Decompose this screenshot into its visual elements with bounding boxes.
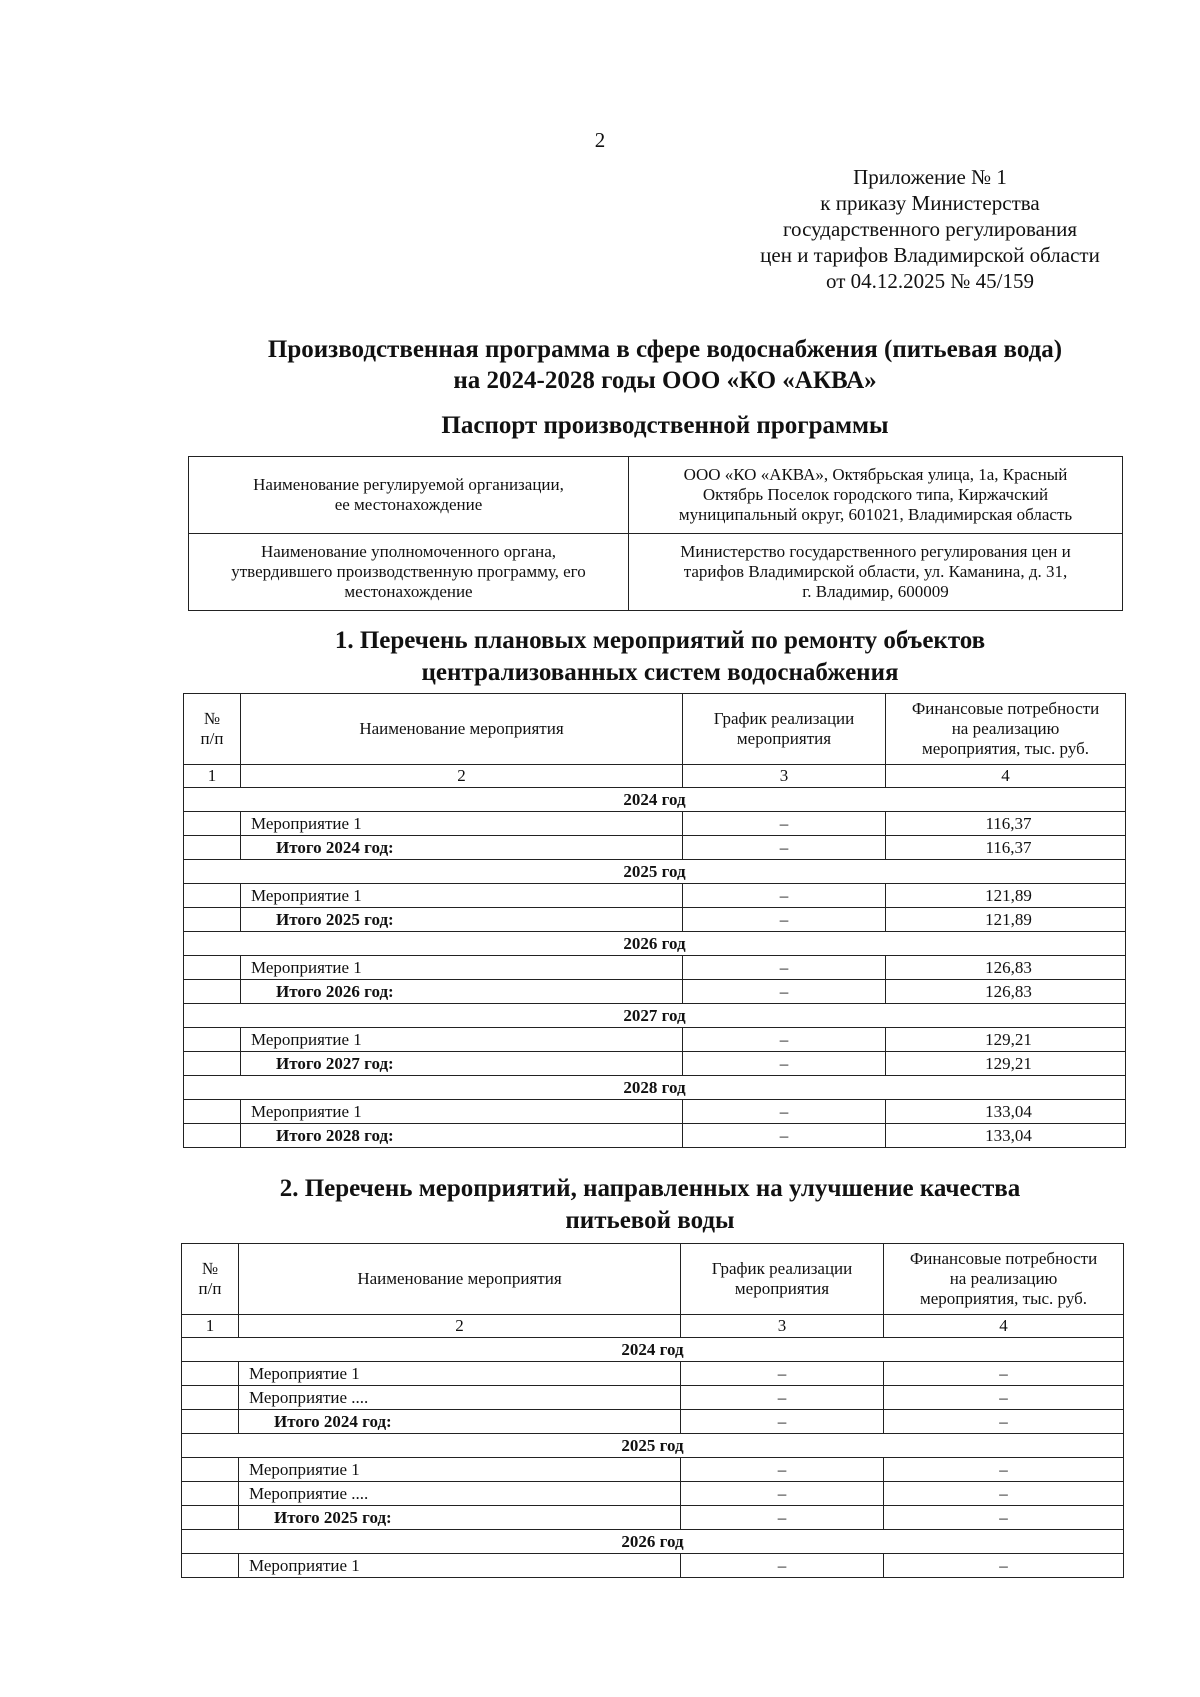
passport-value-line: ООО «КО «АКВА», Октябрьская улица, 1а, Красный <box>683 465 1068 484</box>
total-label: Итого 2026 год: <box>241 980 683 1004</box>
activity-cost: 121,89 <box>886 884 1126 908</box>
activity-name: Мероприятие 1 <box>239 1362 681 1386</box>
header-num <box>184 694 241 765</box>
column-number-row <box>182 1315 1124 1338</box>
activity-name: Мероприятие 1 <box>241 884 683 908</box>
row-num <box>184 908 241 932</box>
section1-title <box>0 625 1200 689</box>
row-num <box>184 1028 241 1052</box>
column-number: 2 <box>239 1315 681 1338</box>
appendix-line: государственного регулирования <box>782 217 1078 241</box>
year-row <box>182 1530 1124 1554</box>
activity-cost: – <box>884 1362 1124 1386</box>
header-schedule <box>681 1244 884 1315</box>
table-row <box>184 956 1126 980</box>
year-row <box>184 788 1126 812</box>
table-row <box>182 1482 1124 1506</box>
total-row <box>184 1052 1126 1076</box>
activity-schedule: – <box>683 1028 886 1052</box>
header-finance-line: мероприятия, тыс. руб. <box>919 1289 1087 1308</box>
activity-schedule: – <box>683 1100 886 1124</box>
appendix-line: от 04.12.2025 № 45/159 <box>825 269 1035 293</box>
passport-label-line: ее местонахождение <box>334 495 483 514</box>
table-row <box>182 1362 1124 1386</box>
row-num <box>184 836 241 860</box>
row-num <box>182 1554 239 1578</box>
total-label: Итого 2025 год: <box>239 1506 681 1530</box>
total-row <box>184 980 1126 1004</box>
table-row <box>182 1554 1124 1578</box>
header-finance-line: на реализацию <box>949 1269 1058 1288</box>
year-row <box>182 1338 1124 1362</box>
passport-value <box>629 534 1123 611</box>
table-row <box>184 1100 1126 1124</box>
total-row <box>182 1506 1124 1530</box>
passport-label-line: Наименование регулируемой организации, <box>253 475 564 494</box>
passport-row <box>189 457 1123 534</box>
header-finance-line: Финансовые потребности <box>909 1249 1098 1268</box>
activity-name: Мероприятие 1 <box>241 1028 683 1052</box>
activity-name: Мероприятие 1 <box>241 956 683 980</box>
appendix-header <box>700 164 1160 294</box>
total-schedule: – <box>681 1506 884 1530</box>
table-header-row <box>184 694 1126 765</box>
table-header-row <box>182 1244 1124 1315</box>
appendix-line: цен и тарифов Владимирской области <box>760 243 1100 267</box>
document-title <box>0 334 1200 396</box>
row-num <box>184 1052 241 1076</box>
passport-value <box>629 457 1123 534</box>
row-num <box>184 812 241 836</box>
passport-table <box>188 456 1123 611</box>
passport-row <box>189 534 1123 611</box>
row-num <box>184 884 241 908</box>
total-row <box>182 1410 1124 1434</box>
activity-cost: 129,21 <box>886 1028 1126 1052</box>
activity-cost: 126,83 <box>886 956 1126 980</box>
activity-name: Мероприятие 1 <box>239 1458 681 1482</box>
total-schedule: – <box>683 1052 886 1076</box>
passport-value-line: г. Владимир, 600009 <box>802 582 949 601</box>
activity-name: Мероприятие 1 <box>241 812 683 836</box>
header-schedule-line: График реализации <box>711 1259 853 1278</box>
passport-value-line: тарифов Владимирской области, ул. Каманина, д. 31, <box>683 562 1068 581</box>
appendix-line: Приложение № 1 <box>853 165 1007 189</box>
activity-schedule: – <box>681 1386 884 1410</box>
total-row <box>184 836 1126 860</box>
activity-schedule: – <box>683 812 886 836</box>
total-cost: – <box>884 1410 1124 1434</box>
total-cost: 116,37 <box>886 836 1126 860</box>
column-number: 4 <box>886 765 1126 788</box>
passport-value-line: муниципальный округ, 601021, Владимирская область <box>678 505 1073 524</box>
total-label: Итого 2027 год: <box>241 1052 683 1076</box>
table-row <box>182 1458 1124 1482</box>
activity-cost: 116,37 <box>886 812 1126 836</box>
header-schedule <box>683 694 886 765</box>
activity-name: Мероприятие .... <box>239 1386 681 1410</box>
water-quality-measures-table <box>181 1243 1124 1578</box>
total-schedule: – <box>683 980 886 1004</box>
header-schedule-line: График реализации <box>713 709 855 728</box>
appendix-line: к приказу Министерства <box>820 191 1040 215</box>
document-title-line: Производственная программа в сфере водоснабжения (питьевая вода) <box>267 336 1063 363</box>
total-schedule: – <box>683 908 886 932</box>
year-label: 2026 год <box>184 932 1126 956</box>
total-schedule: – <box>681 1410 884 1434</box>
section2-title-line: 2. Перечень мероприятий, направленных на улучшение качества <box>279 1175 1021 1202</box>
row-num <box>182 1362 239 1386</box>
total-label: Итого 2028 год: <box>241 1124 683 1148</box>
section2-title-line: питьевой воды <box>565 1207 735 1234</box>
activity-cost: 133,04 <box>886 1100 1126 1124</box>
passport-label <box>189 457 629 534</box>
passport-label <box>189 534 629 611</box>
total-cost: 126,83 <box>886 980 1126 1004</box>
row-num <box>184 1100 241 1124</box>
year-row <box>182 1434 1124 1458</box>
year-row <box>184 1004 1126 1028</box>
passport-label-line: Наименование уполномоченного органа, <box>260 542 557 561</box>
header-name: Наименование мероприятия <box>241 694 683 765</box>
column-number: 1 <box>182 1315 239 1338</box>
activity-schedule: – <box>681 1482 884 1506</box>
total-row <box>184 1124 1126 1148</box>
passport-label-line: утвердившего производственную программу, его <box>231 562 586 581</box>
passport-title: Паспорт производственной программы <box>441 412 889 439</box>
total-cost: 129,21 <box>886 1052 1126 1076</box>
passport-value-line: Министерство государственного регулирования цен и <box>680 542 1071 561</box>
section1-title-line: 1. Перечень плановых мероприятий по ремонту объектов <box>334 627 986 654</box>
total-cost: – <box>884 1506 1124 1530</box>
header-schedule-line: мероприятия <box>734 1279 830 1298</box>
row-num <box>182 1458 239 1482</box>
year-row <box>184 1076 1126 1100</box>
page-number: 2 <box>594 128 606 152</box>
header-num-line: № <box>203 709 221 728</box>
header-name: Наименование мероприятия <box>239 1244 681 1315</box>
row-num <box>184 1124 241 1148</box>
header-num <box>182 1244 239 1315</box>
passport-label-line: местонахождение <box>344 582 473 601</box>
column-number: 1 <box>184 765 241 788</box>
header-finance <box>884 1244 1124 1315</box>
passport-value-line: Октябрь Поселок городского типа, Киржачский <box>702 485 1049 504</box>
activity-schedule: – <box>681 1554 884 1578</box>
total-schedule: – <box>683 836 886 860</box>
activity-schedule: – <box>681 1362 884 1386</box>
activity-name: Мероприятие 1 <box>241 1100 683 1124</box>
header-num-line: п/п <box>200 729 224 748</box>
total-row <box>184 908 1126 932</box>
row-num <box>182 1482 239 1506</box>
activity-schedule: – <box>683 884 886 908</box>
repair-measures-table <box>183 693 1126 1148</box>
year-row <box>184 860 1126 884</box>
row-num <box>184 956 241 980</box>
table-row <box>184 884 1126 908</box>
row-num <box>182 1410 239 1434</box>
year-label: 2028 год <box>184 1076 1126 1100</box>
document-title-line: на 2024-2028 годы ООО «КО «АКВА» <box>453 367 877 394</box>
year-label: 2025 год <box>184 860 1126 884</box>
column-number: 2 <box>241 765 683 788</box>
activity-name: Мероприятие 1 <box>239 1554 681 1578</box>
activity-cost: – <box>884 1482 1124 1506</box>
total-cost: 133,04 <box>886 1124 1126 1148</box>
activity-name: Мероприятие .... <box>239 1482 681 1506</box>
row-num <box>182 1506 239 1530</box>
activity-cost: – <box>884 1458 1124 1482</box>
header-num-line: п/п <box>198 1279 222 1298</box>
activity-schedule: – <box>683 956 886 980</box>
year-label: 2026 год <box>182 1530 1124 1554</box>
total-cost: 121,89 <box>886 908 1126 932</box>
column-number: 3 <box>681 1315 884 1338</box>
row-num <box>182 1386 239 1410</box>
year-label: 2025 год <box>182 1434 1124 1458</box>
column-number: 3 <box>683 765 886 788</box>
header-schedule-line: мероприятия <box>736 729 832 748</box>
header-finance-line: Финансовые потребности <box>911 699 1100 718</box>
year-label: 2024 год <box>184 788 1126 812</box>
header-finance-line: на реализацию <box>951 719 1060 738</box>
table-row <box>184 1028 1126 1052</box>
activity-cost: – <box>884 1386 1124 1410</box>
total-label: Итого 2024 год: <box>241 836 683 860</box>
activity-cost: – <box>884 1554 1124 1578</box>
header-finance <box>886 694 1126 765</box>
section1-title-line: централизованных систем водоснабжения <box>421 659 899 686</box>
year-row <box>184 932 1126 956</box>
year-label: 2024 год <box>182 1338 1124 1362</box>
section2-title <box>0 1173 1200 1237</box>
total-schedule: – <box>683 1124 886 1148</box>
column-number: 4 <box>884 1315 1124 1338</box>
total-label: Итого 2025 год: <box>241 908 683 932</box>
year-label: 2027 год <box>184 1004 1126 1028</box>
total-label: Итого 2024 год: <box>239 1410 681 1434</box>
table-row <box>182 1386 1124 1410</box>
table-row <box>184 812 1126 836</box>
column-number-row <box>184 765 1126 788</box>
header-num-line: № <box>201 1259 219 1278</box>
activity-schedule: – <box>681 1458 884 1482</box>
row-num <box>184 980 241 1004</box>
header-finance-line: мероприятия, тыс. руб. <box>921 739 1089 758</box>
